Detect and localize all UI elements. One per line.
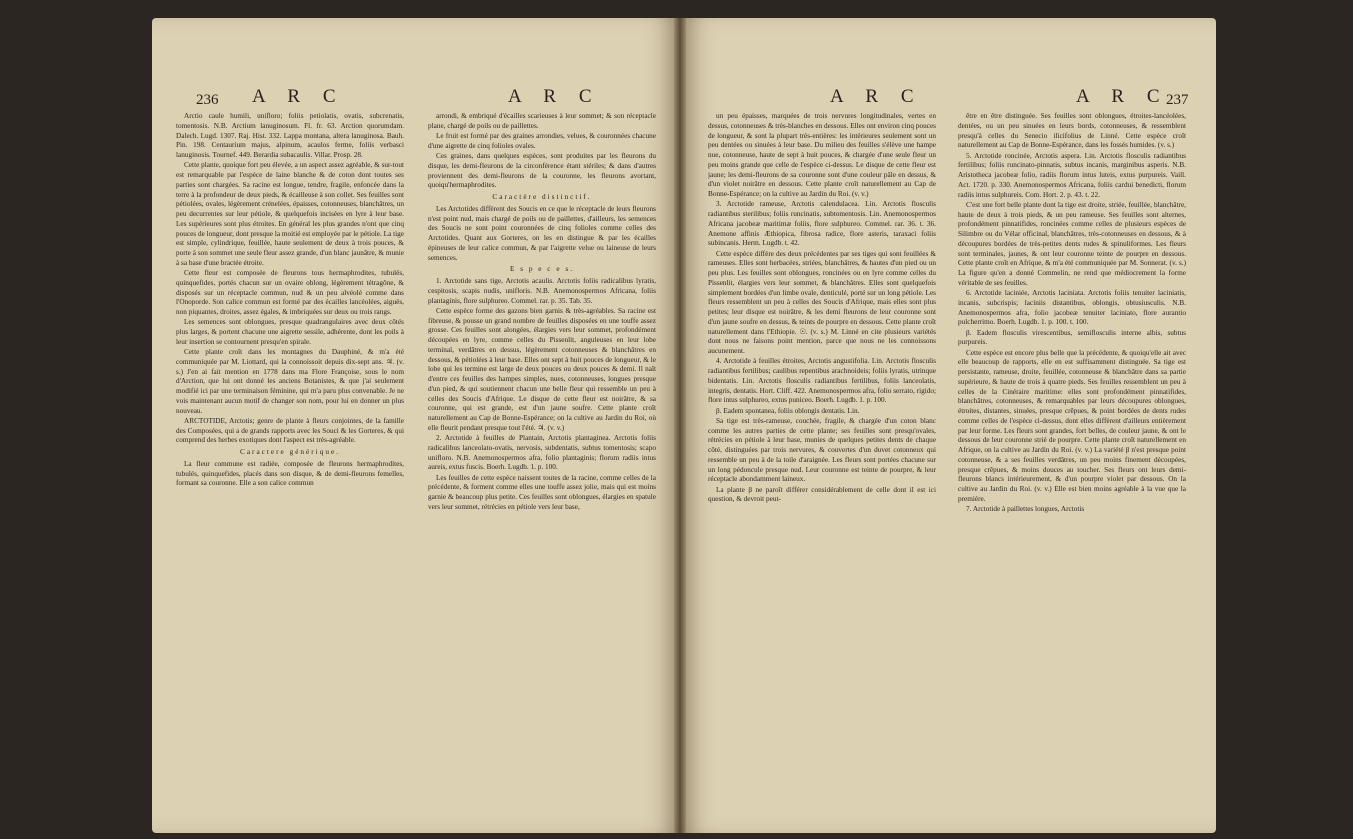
text-paragraph: un peu épaisses, marquées de trois nervures longitudinales, vertes en dessus, cotonneuses & très-blanches en dessous. Elles ont environ cinq pouces de longueur, & sont la plupart très-entières: les intérieures seulement sont un peu dentées ou sinuées à leur base. Du milieu des feuilles s'élève une hampe nue, cotonneuse, haute de sept à huit pouces, & chargée d'une seule fleur un peu moins grande que celle de l'espèce ci-dessus. Le disque de cette fleur est jaune; les demi-fleurons de sa couronne sont d'une couleur pâle en dessus, & d'un violet noirâtre en dessous. Cette plante croît naturellement au Cap de Bonne-Espérance; on la cultive au Jardin du Roi. (v. v.) (708, 112, 936, 198)
text-paragraph: La fleur commune est radiée, composée de fleurons hermaphrodites, tubulés, quinquefides, placés dans son disque, & de demi-fleurons femelles, formant sa couronne. Elle a son calice commun (176, 459, 404, 488)
running-head: A R C (508, 86, 601, 107)
text-paragraph: 1. Arctotide sans tige, Arctotis acaulis. Arctotis foliis radicalibus lyratis, cespitosis, scapis nudis, unifloris. N.B. Anemonospermos Africana, foliis plantaginis, flore sulphureo. Commel. rar. p. 35. Tab. 35. (428, 277, 656, 305)
text-paragraph: 5. Arctotide roncinée, Arctotis aspera. Lin. Arctotis flosculis radiantibus fertilibus; foliis runcinato-pinnatis, subtus incanis, marginibus asperis. N.B. Aristotheca jacobeæ folio, radiis florum intus luteis, extus purpureis. Vaill. Act. 1720. p. 330. Anemonospermos Africana, foliis cardui benedicti, florum radiis intus sulphureis. Com. Hort. 2. p. 43. t. 22. (958, 151, 1186, 199)
text-paragraph: Les Arctotides diffèrent des Soucis en ce que le réceptacle de leurs fleurons n'est point nud, mais chargé de poils ou de paillettes, d'ailleurs, les semences des Soucis ne sont point couronnées de cinq folioles comme celles des Arctotides. Quant aux Gorteres, on les en distingue & par les écailles épineuses de leur calice commun, & par l'aigrette velue ou laineuse de leurs semences. (428, 204, 656, 262)
text-paragraph: être en être distinguée. Ses feuilles sont oblongues, étroites-lancéolées, dentées, ou un peu sinuées en leurs bords, cotonneuses, & ressemblent presqu'à celles du Senecio ilicifolius de Linné. Cette espèce croît naturellement au Cap de Bonne-Espérance, dans les fossés humides. (v. s.) (958, 112, 1186, 150)
text-paragraph: Caractère distinctif. (492, 193, 592, 201)
text-paragraph: Ces graines, dans quelques espèces, sont produites par les fleurons du disque, les demi-fleurons de la circonférence étant stériles; & dans d'autres proviennent des demi-fleurons de la couronne, les fleurons avortant, quoiqu'hermaphrodites. (428, 152, 656, 190)
left-page (152, 18, 680, 833)
text-paragraph: Les feuilles de cette espèce naissent toutes de la racine, comme celles de la précédente, & forment comme elles une touffe assez jolie, mais qui est moins garnie & beaucoup plus petite. Ces feuilles sont oblongues, élargies en spatule vers leur sommet, rétrécies en pétiole vers leur base, (428, 473, 656, 511)
text-paragraph: Les semences sont oblongues, presque quadrangulaires avec deux côtés plus larges, & portent chacune une aigrette sessile, adhérente, dont les poils à leur insertion se contournent presqu'en spirale. (176, 318, 404, 346)
right-page-header (680, 76, 1216, 116)
running-head: A R C (1076, 86, 1169, 107)
text-paragraph: 7. Arctotide à paillettes longues, Arctotis (966, 505, 1085, 513)
text-paragraph: Cette plante, quoique fort peu élevée, a un aspect assez agréable, & sur-tout est remarquable par l'espèce de laine blanche & de coton dont toutes ses parties sont chargées. Sa racine est longue, tendre, fragile, enfoncée dans la terre à la profondeur de deux pieds, & écailleuse à son collet. Ses feuilles sont pétiolées, ovales, légèrement crénelées, épaisses, cotonneuses, blanchâtres, un peu decurrentes sur leur pétiole, & quelquefois incisées en lyre à leur base. Les supérieures sont plus étroites. En général les plus grandes n'ont que cinq pouces de longueur, dont presque la moitié est employée par le pétiole. La tige est simple, cylindrique, feuillée, haute seulement de deux à trois pouces, & porte à son sommet une seule fleur assez grande, d'un blanc jaunâtre, & munie à sa base d'une bractée étroite. (176, 161, 404, 267)
text-paragraph: arrondi, & embriqué d'écailles scarieuses à leur sommet; & son réceptacle plane, chargé de poils ou de paillettes. (428, 112, 656, 130)
right-page-column-2 (958, 112, 1186, 827)
text-paragraph: Le fruit est formé par des graines arrondies, velues, & couronnées chacune d'une aigrette de cinq folioles ovales. (428, 132, 656, 150)
running-head: A R C (252, 86, 345, 107)
page-number-left: 236 (196, 92, 219, 108)
book-gutter (674, 18, 686, 833)
text-paragraph: Caractere générique. (240, 448, 340, 456)
page-number-right: 237 (1166, 92, 1189, 108)
text-paragraph: C'est une fort belle plante dont la tige est droite, striée, feuillée, blanchâtre, haute de deux à trois pieds, & un peu rameuse. Ses feuilles sont alternes, profondément pinnatifides, roncinées comme celles de plusieurs espèces de Silimbre ou du Vélar officinal, blanchâtres, très-cotonneuses en dessous, & à découpures bordées de très-petites dents rudes & spinuliformes. Les fleurs sont terminales, jaunes, & ont leur couronne teinte de pourpre en dessous. Cette plante croît en Afrique, & m'a été communiquée par M. Sonnerat. (v. s.) La figure qu'en a donné Commelin, ne rend que médiocrement la forme véritable de ses feuilles. (958, 200, 1186, 287)
text-paragraph: 2. Arctotide à feuilles de Plantain, Arctotis plantaginea. Arctotis foliis radicalibus lanceolato-ovatis, nervosis, subdentatis, subtus tomentosis; scapo unifloro. N.B. Anemonospermos afra, folio plantaginis; florum radiis intus aureis, extus fuscis. Boerh. Lugdb. 1. p. 100. (428, 434, 656, 472)
text-paragraph: E s p e c e s. (509, 265, 575, 274)
text-paragraph: Cette plante croît dans les montagnes du Dauphiné, & m'a été communiquée par M. Liottard, qui la connoissoit depuis dix-sept ans. ♃. (v. s.) J'en ai fait mention en 1778 dans ma Flore Françoise, sous le nom d'Arction, que lui ont donné les anciens Botanistes, & que j'ai seulement modifié ici par une terminaison féminine, qui m'a paru plus convenable. Je ne vois maintenant aucun motif de changer son nom, pour lui en donner un plus nouveau. (176, 348, 404, 415)
text-paragraph: ARCTOTIDE, Arctotis; genre de plante à fleurs conjointes, de la famille des Composées, qui a de grands rapports avec les Souci & les Gorteres, & qui comprend des herbes exotiques dont l'aspect est très-agréable. (176, 416, 404, 445)
text-paragraph: 3. Arctotide rameuse, Arctotis calendulacea. Lin. Arctotis flosculis radiantibus sterilibus; foliis runcinatis, subtomentosis. Lin. Anemonospermos Africana jacobeæ maritimæ foliis, flore sulphureo. Commel. rar. 36. t. 36. Anemone affinis Æthiopica, fibrosa radice, flore asteris, taraxaci foliis subincanis. Herm. Lugdb. t. 42. (708, 200, 936, 248)
text-paragraph: Cette fleur est composée de fleurons tous hermaphrodites, tubulés, quinquefides, portés chacun sur un ovaire oblong, légèrement tétragône, & disposés sur un réceptacle commun, nud & un peu alvéolé comme dans l'Onoporde. Son calice commun est formé par des écailles lancéolées, aiguës, non piquantes, droites, assez égales, & imbriquées sur deux ou trois rangs. (176, 269, 404, 316)
text-paragraph: Cette espèce forme des gazons bien garnis & très-agréables. Sa racine est fibreuse, & pousse un grand nombre de feuilles disposées en une touffe assez grosse. Ces feuilles sont alongées, élargies vers leur sommet, profondément découpées en lyre, comme celles du Pissenlit, anguleuses en leur lobe terminal, verdâtres en dessus, légèrement cotonneuses & blanchâtres en dessous, & pétiolées à leur base. Elles ont sept à huit pouces de longueur, & le lobe qui les termine est large de deux pouces ou deux pouces & demi. Il naît d'entre ces feuilles des hampes simples, nues, cotonneuses, longues presque d'un pied, & qui soutiennent chacun une belle fleur qui ressemble un peu à celles des Soucis d'Afrique. Le disque de cette fleur est noirâtre, & sa couronne, qui est grande, est d'un jaune soufre. Cette plante croît naturellement au Cap de Bonne-Espérance; on la cultive au Jardin du Roi, où elle fleurit pendant presque tout l'été. ♃. (v. v.) (428, 306, 656, 432)
left-page-column-2 (428, 112, 656, 827)
text-paragraph: La plante β ne paroît différer considérablement de celle dont il est ici question, & devroit peut- (708, 485, 936, 504)
text-paragraph: 4. Arctotide à feuilles étroites, Arctotis angustifolia. Lin. Arctotis flosculis radiantibus fertilibus; caulibus repentibus arachnoideis; foliis lyratis, utrinque bidentatis. Lin. Arctotis flosculis radiantibus fertilibus, foliis lanceolatis, integris, dentatis. Hort. Cliff. 422. Anemonospermos afra, folio serrato, rigido; flore intus sulphureo, extus puniceo. Boerh. Lugdb. 1. p. 100. (708, 357, 936, 405)
text-paragraph: 6. Arctotide laciniée, Arctotis laciniata. Arctotis foliis tenuiter laciniatis, incanis, subcrispis; laciniis distantibus, oblongis, obtusiusculis. N.B. Anemonospermos afra, folio jacobeæ tenuiter laciniato, flore aurantio pulcherrimo. Boerh. Lugdb. 1. p. 100. t. 100. (958, 289, 1186, 327)
text-paragraph: Cette espèce diffère des deux précédentes par ses tiges qui sont feuillées & rameuses. Elles sont herbacées, striées, blanchâtres, & hautes d'un pied ou un peu plus. Les feuilles sont oblongues, roncinées ou en lyre comme celles du Pissenlit, élargies vers leur sommet, & blanchâtres. Elles sont quelquefois simplement bordées d'un limbe ovale, denticulé, porté sur un long pétiole. Les fleurs ressemblent un peu à celles des Soucis d'Afrique, mais elles sont plus petites; leur disque est noirâtre, & les demi fleurons de leur couronne sont d'un jaune soufre en dessus, & teints de pourpre en dessous. Cette plante croît naturellement dans l'Ethiopie. ☉. (v. s.) M. Linné en cite plusieurs variétés dont nous ne faisons point mention, parce que nous ne les connoissons aucunement. (708, 249, 936, 355)
left-page-column-1 (176, 112, 404, 827)
running-head: A R C (830, 86, 923, 107)
text-paragraph: Sa tige est très-rameuse, couchée, fragile, & chargée d'un coton blanc comme les autres parties de cette plante; ses feuilles sont presqu'ovales, rétrécies en pétiole à leur base, munies de quelques petites dents de chaque côté, distinguées par trois nervures, & couvertes d'un duvet cotonneux qui ressemble un peu à de la toile d'araignée. Les fleurs sont portées chacune sur un long pédoncule presque nud. Leur couronne est teinte de pourpre, & leur réceptacle abondamment laineux. (708, 416, 936, 484)
left-page-header (152, 76, 680, 116)
text-paragraph: Cette espèce est encore plus belle que la précédente, & quoiqu'elle ait avec elle beaucoup de rapports, elle en est suffisamment distinguée. Sa tige est persistante, rameuse, droite, feuillée, cotonneuse & blanchâtre dans sa partie supérieure, & haute de trois à quatre pieds. Ses feuilles ressemblent un peu à celles de la Cinéraire maritime: elles sont profondément pinnatifides, blanchâtres, cotonneuses, & remarquables par leurs découpures oblongues, étroites, distantes, sinuées, presque crêpues, & point bordées de dents rudes comme celles de l'espèce ci-dessus, dont elles diffèrent d'ailleurs entièrement par leur forme. Les fleurs sont grandes, fort belles, de couleur jaune, & ont le dessous de leur couronne strié de pourpre. Cette plante croît naturellement en Afrique, on la cultive au Jardin du Roi. (v. v.) La variété β n'est presque point cotonneuse, & a ses feuilles verdâtres, un peu moins finement découpées, presque crêpues, & moins douces au toucher. Ses fleurs ont leurs demi-fleurons blancs intérieurement, & d'un pourpre violet par dessous. On la cultive au Jardin du Roi. (v. v.) Elle est bien moins agréable à la vue que la première. (958, 348, 1186, 503)
right-page (680, 18, 1216, 833)
text-paragraph: β. Eadem spontanea, foliis oblongis dentatis. Lin. (716, 406, 860, 415)
text-paragraph: Arctio caule humili, unifloro; foliis petiolatis, ovatis, subcrenatis, tomentosis. N.B. Arctium lanuginosum. Fl. fr. 63. Arction quorumdam. Dalech. Lugd. 1307. Raj. Hist. 332. Lappa montana, altera lanuginosa. Bauh. Pin. 198. Centaurium majus, alpinum, acaulos ferme, foliis verbasci lanuginosis. Tournef. 449. Berardia subacaulis. Villar. Prosp. 28. (176, 112, 404, 159)
text-paragraph: β. Eadem flosculis virescentibus, semiflosculis interne albis, subtus purpureis. (958, 328, 1186, 347)
right-page-column-1 (708, 112, 936, 827)
